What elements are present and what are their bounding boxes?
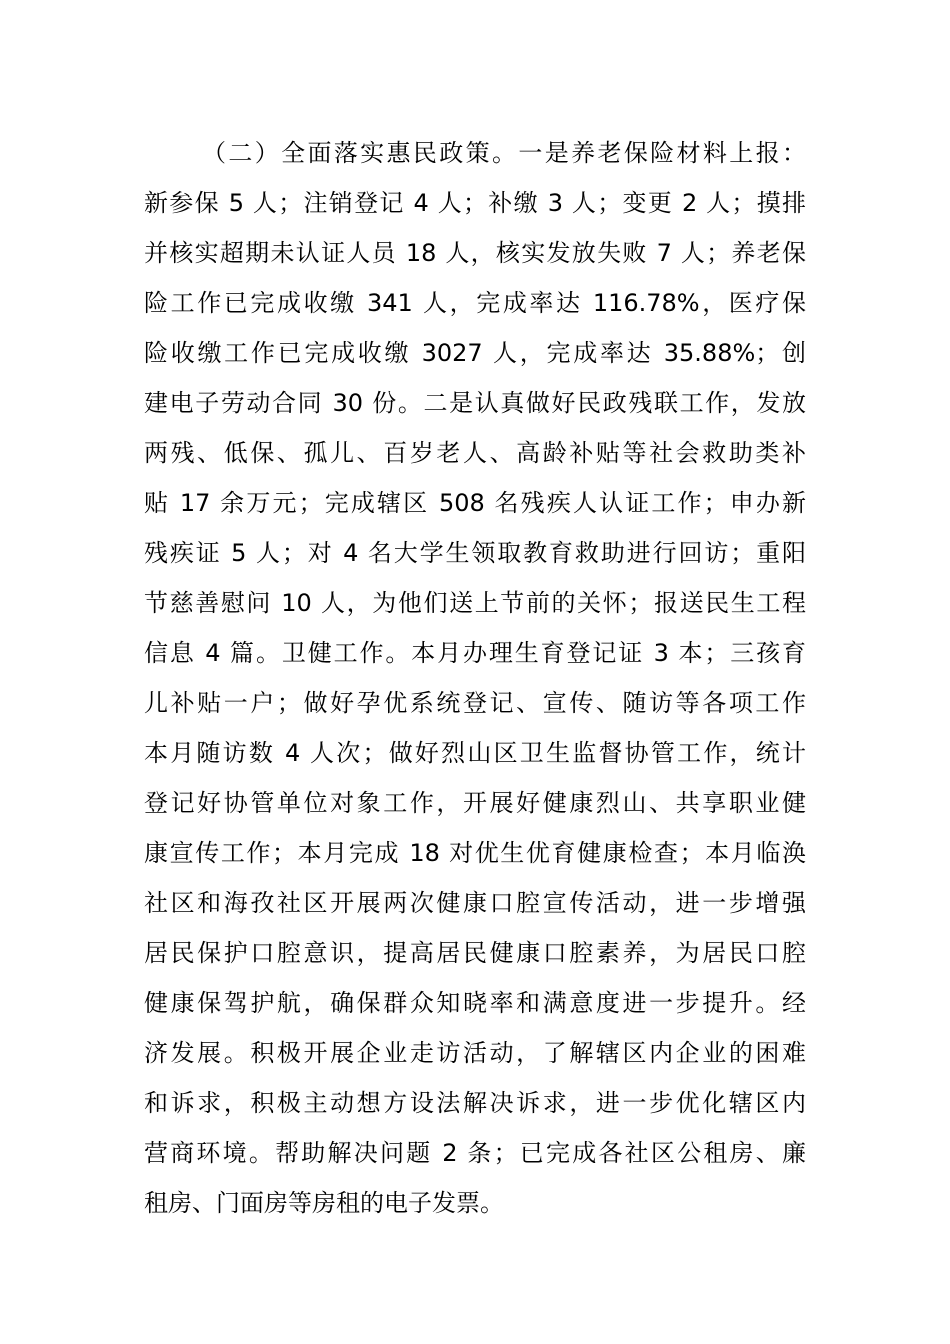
- paragraph-line: 险收缴工作已完成收缴 3027 人，完成率达 35.88%；创: [144, 339, 806, 367]
- paragraph-line: 儿补贴一户；做好孕优系统登记、宣传、随访等各项工作: [144, 689, 806, 717]
- paragraph-line: 两残、低保、孤儿、百岁老人、高龄补贴等社会救助类补: [144, 439, 806, 467]
- paragraph-line: 健康保驾护航，确保群众知晓率和满意度进一步提升。经: [144, 989, 806, 1017]
- paragraph-line: 社区和海孜社区开展两次健康口腔宣传活动，进一步增强: [144, 889, 806, 917]
- paragraph-line: 康宣传工作；本月完成 18 对优生优育健康检查；本月临涣: [144, 839, 806, 867]
- paragraph-line: 和诉求，积极主动想方设法解决诉求，进一步优化辖区内: [144, 1089, 806, 1117]
- paragraph-line: 节慈善慰问 10 人，为他们送上节前的关怀；报送民生工程: [144, 589, 806, 617]
- paragraph-line: 建电子劳动合同 30 份。二是认真做好民政残联工作，发放: [144, 389, 806, 417]
- paragraph-line: 济发展。积极开展企业走访活动，了解辖区内企业的困难: [144, 1039, 806, 1067]
- paragraph-line: 信息 4 篇。卫健工作。本月办理生育登记证 3 本；三孩育: [144, 639, 806, 667]
- paragraph-line: 租房、门面房等房租的电子发票。: [144, 1189, 504, 1217]
- paragraph-line: （二）全面落实惠民政策。一是养老保险材料上报：: [202, 139, 806, 167]
- paragraph-policy-implementation: [144, 128, 806, 1228]
- paragraph-line: 残疾证 5 人；对 4 名大学生领取教育救助进行回访；重阳: [144, 539, 806, 567]
- paragraph-line: 险工作已完成收缴 341 人，完成率达 116.78%，医疗保: [144, 289, 806, 317]
- paragraph-line: 并核实超期未认证人员 18 人，核实发放失败 7 人；养老保: [144, 239, 806, 267]
- paragraph-line: 贴 17 余万元；完成辖区 508 名残疾人认证工作；申办新: [144, 489, 806, 517]
- paragraph-line: 本月随访数 4 人次；做好烈山区卫生监督协管工作，统计: [144, 739, 806, 767]
- paragraph-line: 居民保护口腔意识，提高居民健康口腔素养，为居民口腔: [144, 939, 806, 967]
- paragraph-line: 新参保 5 人；注销登记 4 人；补缴 3 人；变更 2 人；摸排: [144, 189, 806, 217]
- paragraph-line: 营商环境。帮助解决问题 2 条；已完成各社区公租房、廉: [144, 1139, 806, 1167]
- paragraph-line: 登记好协管单位对象工作，开展好健康烈山、共享职业健: [144, 789, 806, 817]
